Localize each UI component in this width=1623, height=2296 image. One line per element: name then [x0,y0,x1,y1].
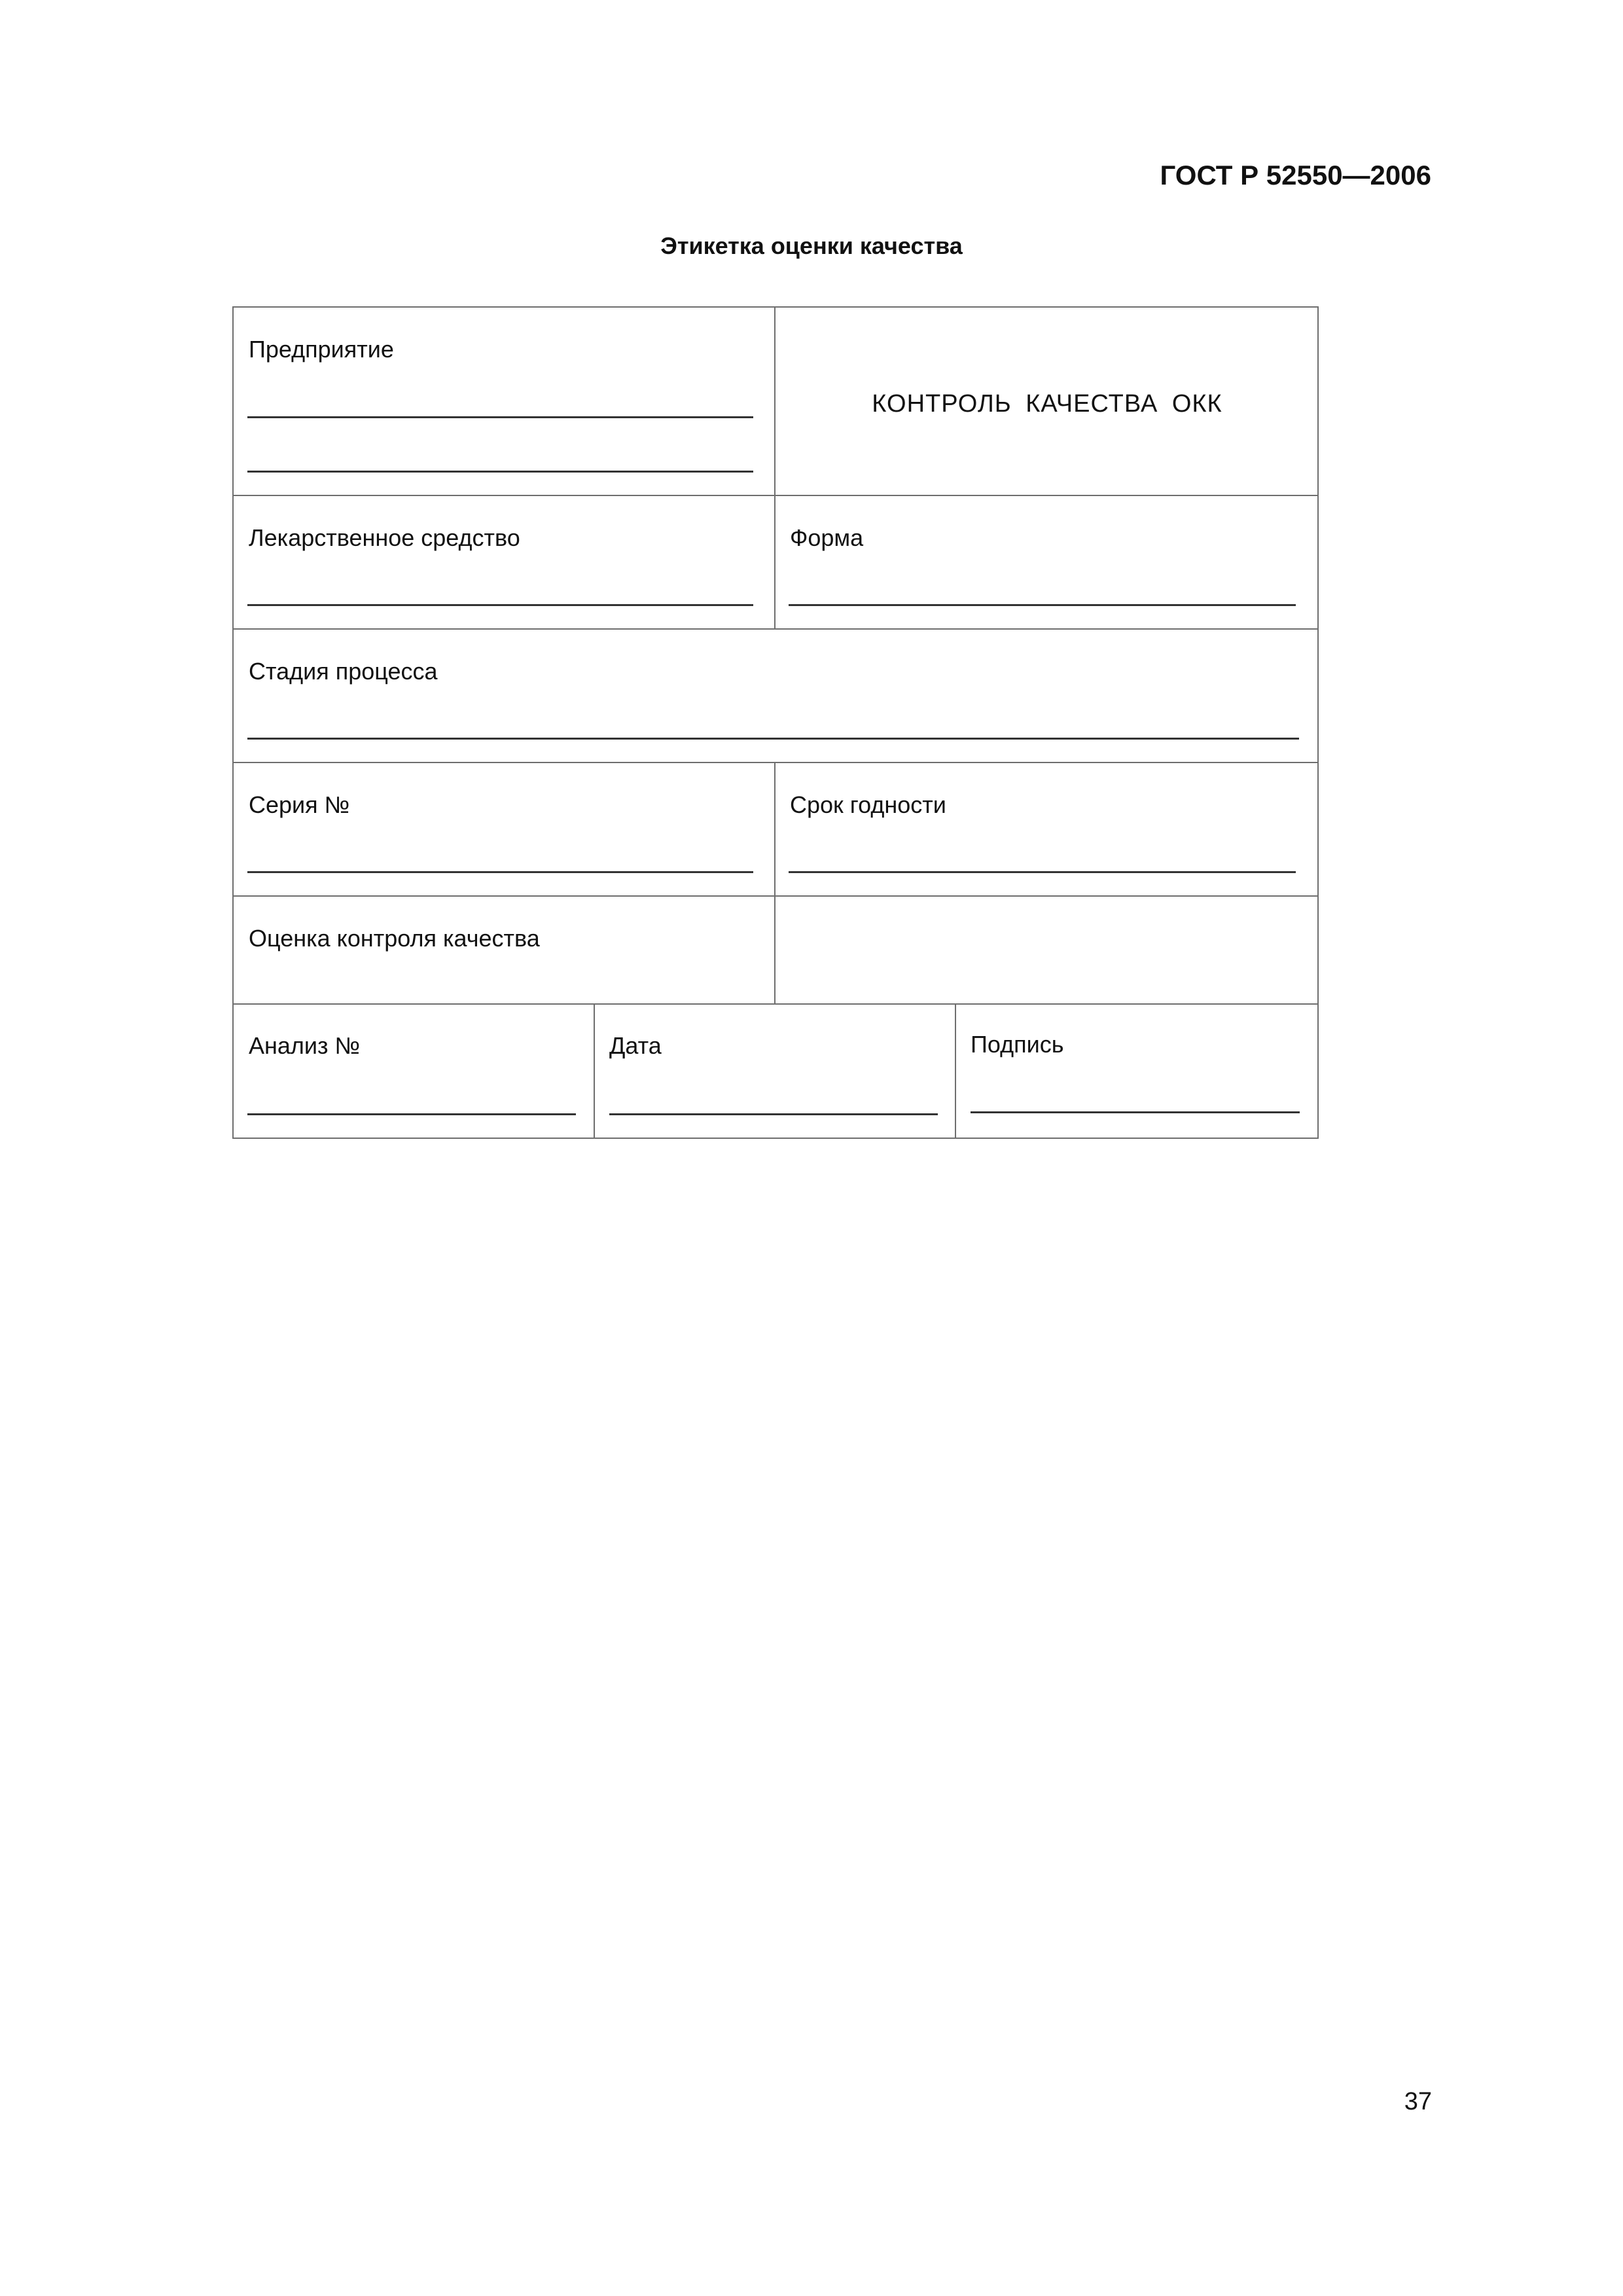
date-field-line[interactable] [609,1113,938,1115]
expiry-field-line[interactable] [789,871,1296,873]
series-field-line[interactable] [247,871,753,873]
quality-label-form [232,306,1319,1139]
process-stage-label: Стадия процесса [249,658,438,685]
signature-field-line[interactable] [971,1111,1300,1113]
quality-assessment-field[interactable] [776,897,1317,1003]
enterprise-field-line-2[interactable] [247,471,753,473]
dosage-form-label: Форма [790,524,864,551]
row-divider [232,495,1319,496]
expiry-label: Срок годности [790,791,946,818]
row-divider [232,762,1319,763]
drug-label: Лекарственное средство [249,524,520,551]
analysis-number-label: Анализ № [249,1032,361,1059]
page-number: 37 [1404,2088,1432,2115]
column-divider [774,306,776,628]
column-divider [955,1003,956,1139]
column-divider [594,1003,595,1139]
form-title: Этикетка оценки качества [660,232,963,259]
dosage-form-field-line[interactable] [789,604,1296,606]
quality-control-title: КОНТРОЛЬ КАЧЕСТВА ОКК [872,390,1222,418]
row-divider [232,628,1319,630]
signature-label: Подпись [971,1031,1064,1058]
analysis-number-field-line[interactable] [247,1113,576,1115]
document-code: ГОСТ Р 52550—2006 [1160,160,1431,190]
enterprise-label: Предприятие [249,336,394,363]
date-label: Дата [609,1032,662,1059]
enterprise-field-line-1[interactable] [247,416,753,418]
row-divider [232,1003,1319,1005]
quality-assessment-label: Оценка контроля качества [249,925,540,952]
series-label: Серия № [249,791,350,818]
drug-field-line[interactable] [247,604,753,606]
process-stage-field-line[interactable] [247,738,1299,740]
